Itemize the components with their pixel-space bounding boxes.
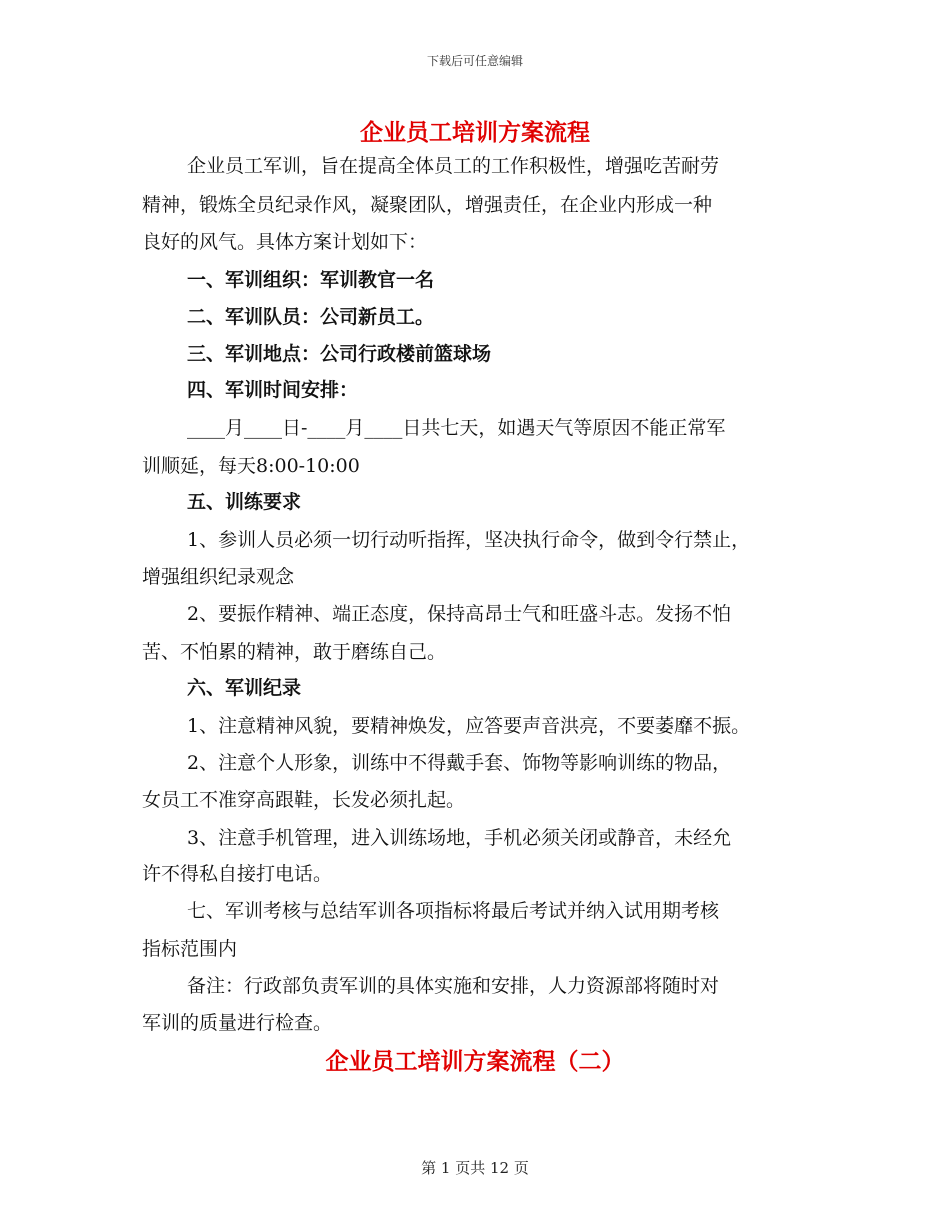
- discipline-rule-1: 1、注意精神风貌，要精神焕发，应答要声音洪亮，不要萎靡不振。: [187, 715, 751, 737]
- discipline-rule-3: 3、注意手机管理，进入训练场地，手机必须关闭或静音，未经允: [187, 827, 732, 849]
- document-title: 企业员工培训方案流程: [360, 119, 590, 146]
- header-note: 下载后可任意编辑: [426, 54, 523, 68]
- intro-line: 良好的风气。具体方案计划如下：: [142, 231, 428, 253]
- discipline-rule-3-cont: 许不得私自接打电话。: [142, 863, 333, 885]
- item-organization: 一、军训组织：军训教官一名: [187, 269, 435, 291]
- note-line: 备注：行政部负责军训的具体实施和安排，人力资源部将随时对: [187, 975, 720, 997]
- page-footer: 第 1 页共 12 页: [421, 1159, 529, 1177]
- item-schedule-heading: 四、军训时间安排：: [187, 379, 359, 401]
- training-heading: 五、训练要求: [187, 491, 302, 513]
- schedule-line: 训顺延，每天8:00-10:00: [142, 455, 360, 477]
- assessment-line: 七、军训考核与总结军训各项指标将最后考试并纳入试用期考核: [187, 900, 720, 922]
- assessment-line-cont: 指标范围内: [142, 938, 238, 960]
- intro-line: 精神，锻炼全员纪录作风，凝聚团队，增强责任，在企业内形成一种: [142, 194, 713, 216]
- schedule-line: ____月____日-____月____日共七天，如遇天气等原因不能正常军: [187, 417, 726, 439]
- training-req-1-cont: 增强组织纪录观念: [142, 566, 295, 588]
- item-members: 二、军训队员：公司新员工。: [187, 306, 435, 328]
- intro-line: 企业员工军训，旨在提高全体员工的工作积极性，增强吃苦耐劳: [187, 155, 720, 177]
- discipline-rule-2-cont: 女员工不准穿高跟鞋，长发必须扎起。: [142, 789, 466, 811]
- section-title-second: 企业员工培训方案流程（二）: [325, 1048, 625, 1075]
- discipline-rule-2: 2、注意个人形象，训练中不得戴手套、饰物等影响训练的物品，: [187, 752, 732, 774]
- training-req-1: 1、参训人员必须一切行动听指挥，坚决执行命令，做到令行禁止，: [187, 529, 751, 551]
- item-location: 三、军训地点：公司行政楼前篮球场: [187, 343, 492, 365]
- training-req-2-cont: 苦、不怕累的精神，敢于磨练自己。: [142, 641, 447, 663]
- training-req-2: 2、要振作精神、端正态度，保持高昂士气和旺盛斗志。发扬不怕: [187, 603, 732, 625]
- note-line-cont: 军训的质量进行检查。: [142, 1012, 333, 1034]
- discipline-heading: 六、军训纪录: [187, 677, 302, 699]
